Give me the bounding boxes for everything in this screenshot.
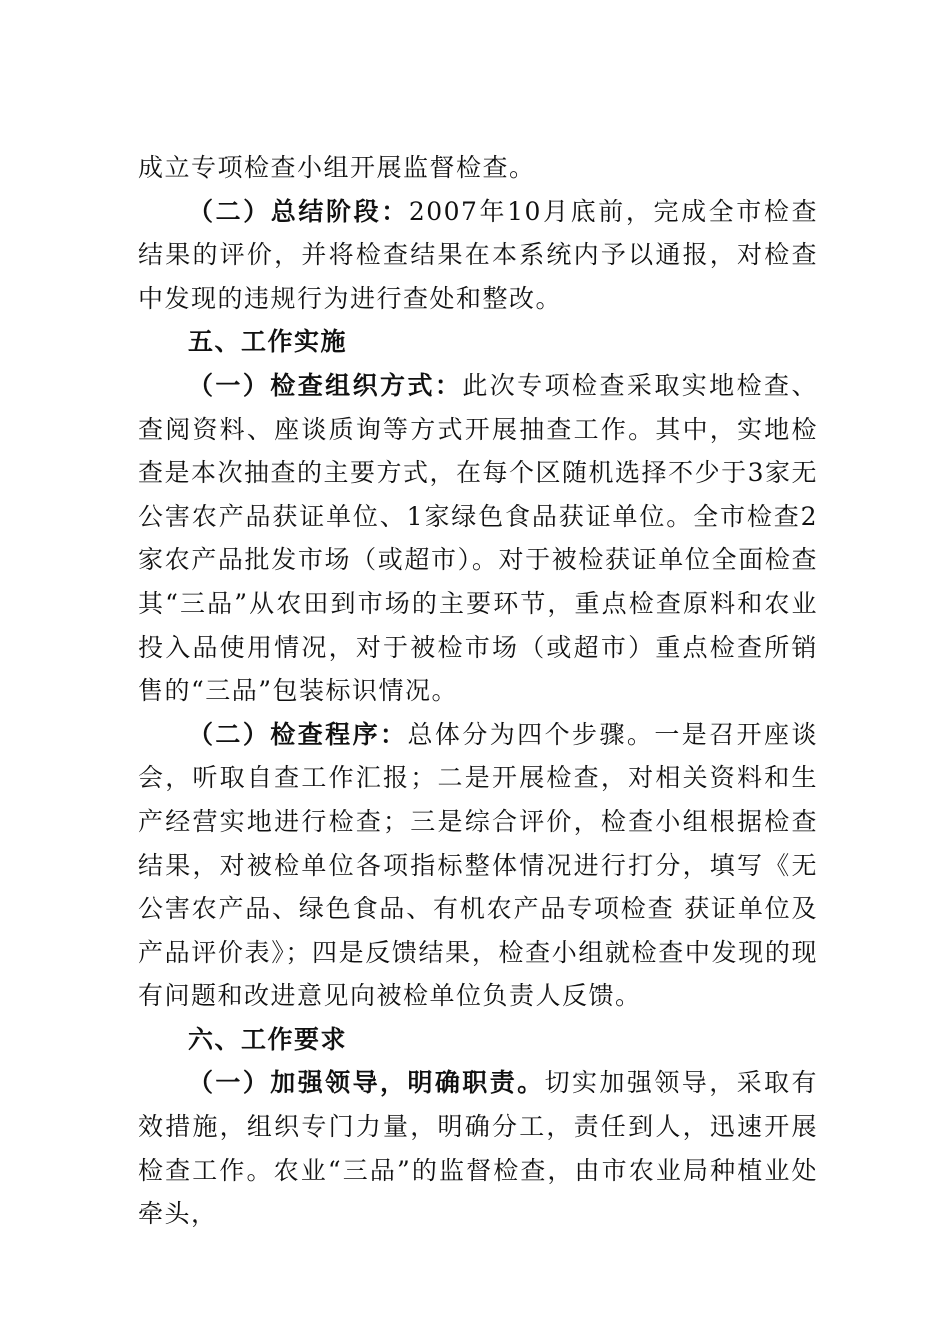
paragraph-lead: （一）加强领导，明确职责。 [188,1068,545,1098]
paragraph-inspection-procedure [138,713,818,1018]
document-body [138,146,818,1236]
paragraph-continuation [138,146,818,190]
paragraph-organization-method [138,364,818,713]
paragraph-lead: （一）检查组织方式： [188,370,463,400]
paragraph-text: 切实加强领导，采取有效措施，组织专门力量，明确分工，责任到人，迅速开展检查工作。农业“三品”的监督检查，由市农业局种植业处牵头， [138,1068,818,1229]
paragraph-text: 成立专项检查小组开展监督检查。 [138,153,536,182]
paragraph-text: 2007年10月底前，完成全市检查结果的评价，并将检查结果在本系统内予以通报，对检查中发现的违规行为进行查处和整改。 [138,196,818,313]
paragraph-summary-stage [138,190,818,321]
paragraph-text: 总体分为四个步骤。一是召开座谈会，听取自查工作汇报；二是开展检查，对相关资料和生产经营实地进行检查；三是综合评价，检查小组根据检查结果，对被检单位各项指标整体情况进行打分，填写《无公害农产品、绿色食品、有机农产品专项检查 获证单位及产品评价表》；四是反馈结果，检查小组就检查中发现的现有问题和改进意见向被检单位负责人反馈。 [138,719,818,1011]
section-heading-implementation: 五、工作实施 [188,327,348,357]
paragraph-leadership [138,1061,818,1235]
paragraph-lead: （二）检查程序： [188,719,408,749]
section-heading-requirements: 六、工作要求 [188,1024,348,1054]
paragraph-lead: （二）总结阶段： [188,196,409,226]
paragraph-text: 此次专项检查采取实地检查、查阅资料、座谈质询等方式开展抽查工作。其中，实地检查是本次抽查的主要方式，在每个区随机选择不少于3家无公害农产品获证单位、1家绿色食品获证单位。全市检查2家农产品批发市场（或超市）。对于被检获证单位全面检查其“三品”从农田到市场的主要环节，重点检查原料和农业投入品使用情况，对于被检市场（或超市）重点检查所销售的“三品”包装标识情况。 [138,370,818,706]
